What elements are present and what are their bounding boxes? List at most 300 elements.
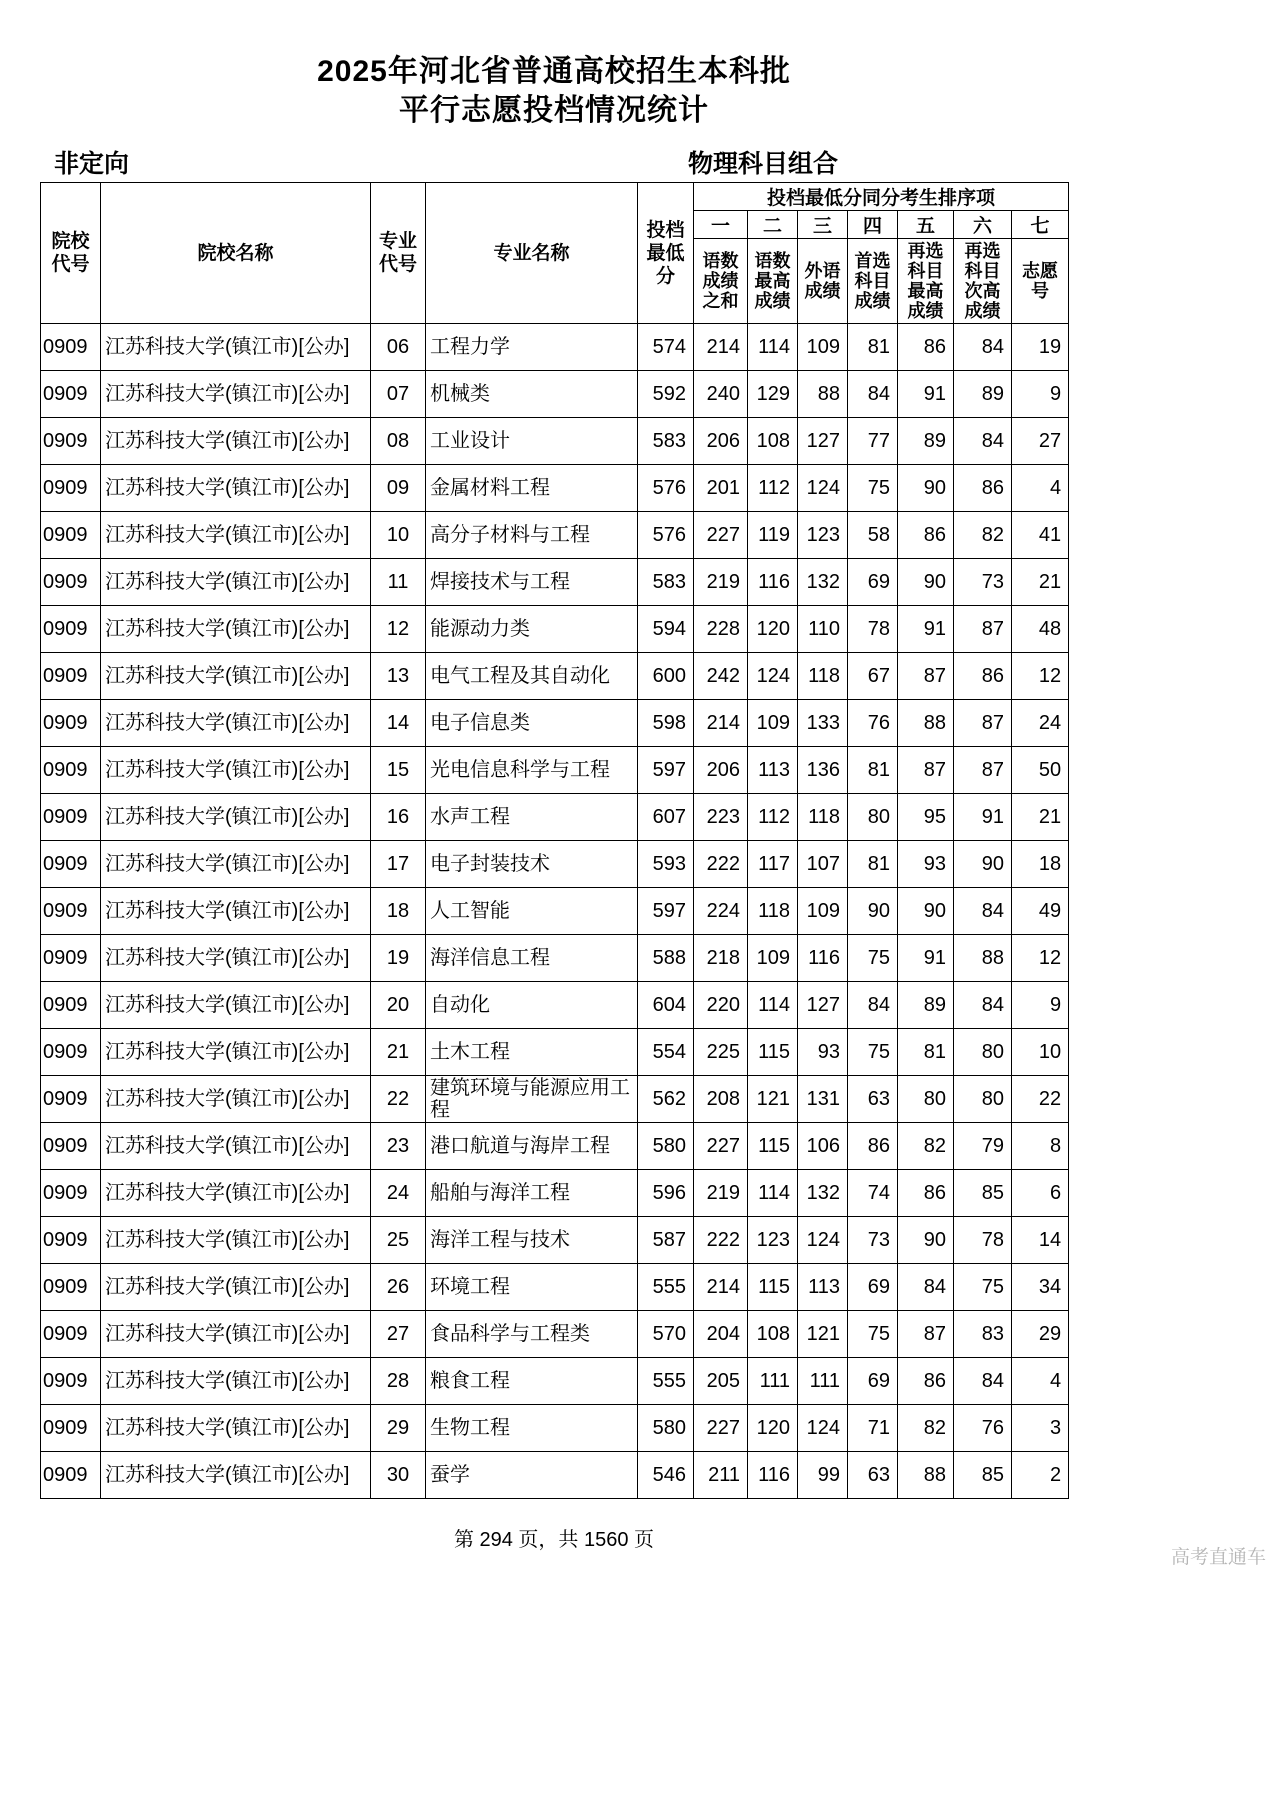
table-row — [41, 1452, 1069, 1499]
header-ordinal-3: 三 — [798, 211, 848, 239]
cell-sort-2: 108 — [748, 418, 798, 465]
cell-major-code: 21 — [371, 1029, 426, 1076]
cell-sort-1: 222 — [694, 841, 748, 888]
cell-sort-2: 124 — [748, 653, 798, 700]
table-row — [41, 1405, 1069, 1452]
cell-sort-5: 88 — [898, 700, 954, 747]
cell-sort-7: 12 — [1012, 653, 1069, 700]
cell-sort-5: 88 — [898, 1452, 954, 1499]
cell-college-name: 江苏科技大学(镇江市)[公办] — [101, 794, 371, 841]
header-ordinal-7: 七 — [1012, 211, 1069, 239]
cell-sort-3: 93 — [798, 1029, 848, 1076]
cell-sort-7: 2 — [1012, 1452, 1069, 1499]
cell-college-name: 江苏科技大学(镇江市)[公办] — [101, 841, 371, 888]
cell-min-score: 555 — [638, 1264, 694, 1311]
cell-major-name: 电子封装技术 — [426, 841, 638, 888]
cell-college-code: 0909 — [41, 1217, 101, 1264]
cell-major-code: 27 — [371, 1311, 426, 1358]
cell-sort-7: 9 — [1012, 982, 1069, 1029]
cell-sort-7: 22 — [1012, 1076, 1069, 1123]
cell-sort-1: 206 — [694, 418, 748, 465]
cell-sort-1: 228 — [694, 606, 748, 653]
cell-college-code: 0909 — [41, 465, 101, 512]
cell-sort-5: 89 — [898, 982, 954, 1029]
cell-min-score: 588 — [638, 935, 694, 982]
cell-sort-1: 220 — [694, 982, 748, 1029]
cell-sort-5: 91 — [898, 371, 954, 418]
table-row — [41, 559, 1069, 606]
cell-sort-4: 86 — [848, 1123, 898, 1170]
cell-college-name: 江苏科技大学(镇江市)[公办] — [101, 700, 371, 747]
cell-sort-7: 18 — [1012, 841, 1069, 888]
cell-sort-3: 132 — [798, 1170, 848, 1217]
cell-college-code: 0909 — [41, 324, 101, 371]
table-row — [41, 700, 1069, 747]
cell-sort-5: 95 — [898, 794, 954, 841]
cell-sort-3: 127 — [798, 418, 848, 465]
cell-sort-5: 82 — [898, 1123, 954, 1170]
cell-sort-7: 21 — [1012, 559, 1069, 606]
cell-sort-3: 118 — [798, 794, 848, 841]
watermark: 高考直通车 — [1170, 1547, 1266, 1568]
cell-sort-7: 9 — [1012, 371, 1069, 418]
cell-sort-4: 75 — [848, 1311, 898, 1358]
cell-sort-5: 84 — [898, 1264, 954, 1311]
cell-sort-4: 81 — [848, 747, 898, 794]
header-sort-label-5: 再选科目最高成绩 — [898, 239, 954, 324]
cell-major-code: 14 — [371, 700, 426, 747]
cell-sort-6: 84 — [954, 1358, 1012, 1405]
cell-sort-1: 214 — [694, 700, 748, 747]
table-row — [41, 512, 1069, 559]
cell-sort-7: 29 — [1012, 1311, 1069, 1358]
cell-sort-7: 24 — [1012, 700, 1069, 747]
cell-college-code: 0909 — [41, 700, 101, 747]
cell-major-name: 水声工程 — [426, 794, 638, 841]
cell-sort-6: 80 — [954, 1076, 1012, 1123]
cell-sort-5: 87 — [898, 747, 954, 794]
cell-major-code: 08 — [371, 418, 426, 465]
cell-sort-2: 117 — [748, 841, 798, 888]
cell-sort-2: 119 — [748, 512, 798, 559]
cell-college-name: 江苏科技大学(镇江市)[公办] — [101, 1076, 371, 1123]
cell-sort-1: 240 — [694, 371, 748, 418]
cell-college-code: 0909 — [41, 935, 101, 982]
cell-sort-5: 89 — [898, 418, 954, 465]
page-number: 第 294 页，共 1560 页 — [453, 1529, 655, 1551]
cell-sort-3: 124 — [798, 1217, 848, 1264]
cell-sort-2: 129 — [748, 371, 798, 418]
cell-major-name: 电气工程及其自动化 — [426, 653, 638, 700]
cell-sort-1: 222 — [694, 1217, 748, 1264]
cell-sort-4: 73 — [848, 1217, 898, 1264]
cell-college-name: 江苏科技大学(镇江市)[公办] — [101, 324, 371, 371]
table-row — [41, 794, 1069, 841]
header-sort-label-2: 语数最高成绩 — [748, 239, 798, 324]
subject-group-label: 物理科目组合 — [688, 150, 839, 178]
cell-sort-5: 90 — [898, 559, 954, 606]
cell-sort-3: 116 — [798, 935, 848, 982]
cell-sort-3: 131 — [798, 1076, 848, 1123]
cell-sort-2: 115 — [748, 1264, 798, 1311]
title-line-1: 2025年河北省普通高校招生本科批 — [317, 55, 791, 88]
cell-major-code: 17 — [371, 841, 426, 888]
cell-major-code: 18 — [371, 888, 426, 935]
cell-sort-4: 69 — [848, 1358, 898, 1405]
header-sort-label-1: 语数成绩之和 — [694, 239, 748, 324]
cell-sort-2: 120 — [748, 606, 798, 653]
cell-min-score: 570 — [638, 1311, 694, 1358]
cell-college-code: 0909 — [41, 1358, 101, 1405]
table-row — [41, 653, 1069, 700]
cell-college-code: 0909 — [41, 982, 101, 1029]
cell-min-score: 593 — [638, 841, 694, 888]
cell-sort-6: 84 — [954, 324, 1012, 371]
cell-sort-1: 205 — [694, 1358, 748, 1405]
header-major-code: 专业代号 — [371, 183, 426, 324]
cell-min-score: 597 — [638, 888, 694, 935]
cell-sort-4: 80 — [848, 794, 898, 841]
cell-college-name: 江苏科技大学(镇江市)[公办] — [101, 935, 371, 982]
cell-sort-5: 91 — [898, 935, 954, 982]
cell-sort-5: 90 — [898, 465, 954, 512]
cell-min-score: 587 — [638, 1217, 694, 1264]
table-row — [41, 1358, 1069, 1405]
cell-college-name: 江苏科技大学(镇江市)[公办] — [101, 747, 371, 794]
cell-sort-4: 81 — [848, 841, 898, 888]
cell-college-name: 江苏科技大学(镇江市)[公办] — [101, 1029, 371, 1076]
cell-college-code: 0909 — [41, 418, 101, 465]
cell-sort-2: 121 — [748, 1076, 798, 1123]
cell-sort-2: 116 — [748, 1452, 798, 1499]
cell-sort-2: 109 — [748, 700, 798, 747]
cell-min-score: 583 — [638, 418, 694, 465]
header-college-code: 院校代号 — [41, 183, 101, 324]
cell-major-code: 22 — [371, 1076, 426, 1123]
cell-sort-3: 124 — [798, 465, 848, 512]
cell-sort-3: 133 — [798, 700, 848, 747]
cell-college-name: 江苏科技大学(镇江市)[公办] — [101, 1217, 371, 1264]
cell-college-name: 江苏科技大学(镇江市)[公办] — [101, 982, 371, 1029]
cell-college-name: 江苏科技大学(镇江市)[公办] — [101, 1405, 371, 1452]
cell-sort-2: 111 — [748, 1358, 798, 1405]
cell-sort-4: 75 — [848, 1029, 898, 1076]
header-sort-label-4: 首选科目成绩 — [848, 239, 898, 324]
cell-sort-2: 115 — [748, 1123, 798, 1170]
cell-college-name: 江苏科技大学(镇江市)[公办] — [101, 371, 371, 418]
cell-major-code: 29 — [371, 1405, 426, 1452]
cell-major-code: 23 — [371, 1123, 426, 1170]
cell-sort-4: 74 — [848, 1170, 898, 1217]
cell-college-code: 0909 — [41, 747, 101, 794]
table-row — [41, 888, 1069, 935]
cell-sort-1: 223 — [694, 794, 748, 841]
cell-sort-5: 87 — [898, 653, 954, 700]
cell-sort-7: 6 — [1012, 1170, 1069, 1217]
cell-major-name: 自动化 — [426, 982, 638, 1029]
cell-sort-7: 21 — [1012, 794, 1069, 841]
cell-college-name: 江苏科技大学(镇江市)[公办] — [101, 888, 371, 935]
cell-min-score: 554 — [638, 1029, 694, 1076]
cell-major-code: 10 — [371, 512, 426, 559]
cell-major-name: 工业设计 — [426, 418, 638, 465]
cell-major-name: 蚕学 — [426, 1452, 638, 1499]
cell-sort-6: 91 — [954, 794, 1012, 841]
cell-college-name: 江苏科技大学(镇江市)[公办] — [101, 1452, 371, 1499]
cell-sort-2: 112 — [748, 465, 798, 512]
cell-sort-5: 91 — [898, 606, 954, 653]
title-line-2: 平行志愿投档情况统计 — [399, 94, 709, 127]
cell-min-score: 596 — [638, 1170, 694, 1217]
header-sort-label-7: 志愿号 — [1012, 239, 1069, 324]
cell-sort-1: 214 — [694, 324, 748, 371]
cell-college-code: 0909 — [41, 1264, 101, 1311]
header-sort-group-title: 投档最低分同分考生排序项 — [694, 183, 1069, 211]
cell-sort-2: 114 — [748, 324, 798, 371]
cell-major-name: 海洋信息工程 — [426, 935, 638, 982]
header-ordinal-5: 五 — [898, 211, 954, 239]
cell-sort-3: 132 — [798, 559, 848, 606]
cell-sort-4: 67 — [848, 653, 898, 700]
cell-sort-5: 86 — [898, 512, 954, 559]
cell-college-code: 0909 — [41, 1311, 101, 1358]
cell-min-score: 592 — [638, 371, 694, 418]
cell-min-score: 598 — [638, 700, 694, 747]
cell-sort-6: 89 — [954, 371, 1012, 418]
cell-min-score: 576 — [638, 465, 694, 512]
cell-sort-1: 214 — [694, 1264, 748, 1311]
cell-major-name: 食品科学与工程类 — [426, 1311, 638, 1358]
cell-college-name: 江苏科技大学(镇江市)[公办] — [101, 559, 371, 606]
cell-sort-6: 86 — [954, 465, 1012, 512]
cell-college-code: 0909 — [41, 1405, 101, 1452]
cell-sort-3: 107 — [798, 841, 848, 888]
cell-sort-4: 75 — [848, 465, 898, 512]
cell-sort-6: 84 — [954, 418, 1012, 465]
cell-major-code: 15 — [371, 747, 426, 794]
cell-college-code: 0909 — [41, 1452, 101, 1499]
cell-college-code: 0909 — [41, 371, 101, 418]
table-row — [41, 418, 1069, 465]
cell-sort-5: 82 — [898, 1405, 954, 1452]
cell-sort-3: 123 — [798, 512, 848, 559]
header-min-score: 投档最低分 — [638, 183, 694, 324]
cell-major-code: 12 — [371, 606, 426, 653]
cell-major-code: 16 — [371, 794, 426, 841]
cell-major-name: 机械类 — [426, 371, 638, 418]
cell-sort-3: 109 — [798, 324, 848, 371]
cell-sort-1: 227 — [694, 1405, 748, 1452]
cell-sort-6: 84 — [954, 888, 1012, 935]
cell-sort-4: 84 — [848, 371, 898, 418]
cell-college-name: 江苏科技大学(镇江市)[公办] — [101, 512, 371, 559]
cell-sort-2: 115 — [748, 1029, 798, 1076]
cell-sort-1: 218 — [694, 935, 748, 982]
cell-sort-6: 79 — [954, 1123, 1012, 1170]
cell-sort-6: 76 — [954, 1405, 1012, 1452]
cell-sort-1: 225 — [694, 1029, 748, 1076]
cell-college-code: 0909 — [41, 512, 101, 559]
cell-sort-1: 211 — [694, 1452, 748, 1499]
table-row — [41, 982, 1069, 1029]
cell-sort-3: 124 — [798, 1405, 848, 1452]
cell-sort-7: 14 — [1012, 1217, 1069, 1264]
cell-sort-5: 90 — [898, 1217, 954, 1264]
cell-sort-7: 34 — [1012, 1264, 1069, 1311]
cell-sort-7: 10 — [1012, 1029, 1069, 1076]
cell-major-code: 06 — [371, 324, 426, 371]
cell-sort-5: 86 — [898, 1358, 954, 1405]
cell-major-name: 工程力学 — [426, 324, 638, 371]
cell-sort-1: 219 — [694, 1170, 748, 1217]
cell-sort-7: 8 — [1012, 1123, 1069, 1170]
table-row — [41, 1076, 1069, 1123]
cell-major-code: 13 — [371, 653, 426, 700]
table-row — [41, 1264, 1069, 1311]
cell-sort-4: 84 — [848, 982, 898, 1029]
cell-major-name: 能源动力类 — [426, 606, 638, 653]
cell-sort-6: 90 — [954, 841, 1012, 888]
cell-major-name: 高分子材料与工程 — [426, 512, 638, 559]
cell-sort-7: 41 — [1012, 512, 1069, 559]
cell-sort-2: 114 — [748, 982, 798, 1029]
table-row — [41, 1311, 1069, 1358]
cell-sort-1: 219 — [694, 559, 748, 606]
cell-min-score: 597 — [638, 747, 694, 794]
cell-sort-7: 49 — [1012, 888, 1069, 935]
cell-sort-5: 87 — [898, 1311, 954, 1358]
cell-sort-5: 80 — [898, 1076, 954, 1123]
cell-sort-3: 118 — [798, 653, 848, 700]
cell-major-code: 25 — [371, 1217, 426, 1264]
cell-min-score: 580 — [638, 1123, 694, 1170]
cell-college-code: 0909 — [41, 606, 101, 653]
cell-min-score: 555 — [638, 1358, 694, 1405]
cell-sort-6: 85 — [954, 1452, 1012, 1499]
cell-sort-6: 87 — [954, 700, 1012, 747]
cell-major-code: 26 — [371, 1264, 426, 1311]
cell-major-name: 粮食工程 — [426, 1358, 638, 1405]
cell-major-name: 电子信息类 — [426, 700, 638, 747]
cell-sort-5: 93 — [898, 841, 954, 888]
cell-sort-2: 114 — [748, 1170, 798, 1217]
page-title — [40, 52, 1068, 130]
cell-major-code: 09 — [371, 465, 426, 512]
cell-sort-3: 113 — [798, 1264, 848, 1311]
orientation-label: 非定向 — [54, 150, 130, 178]
cell-min-score: 594 — [638, 606, 694, 653]
cell-sort-7: 4 — [1012, 1358, 1069, 1405]
cell-major-name: 土木工程 — [426, 1029, 638, 1076]
cell-sort-6: 78 — [954, 1217, 1012, 1264]
cell-college-name: 江苏科技大学(镇江市)[公办] — [101, 653, 371, 700]
cell-sort-4: 78 — [848, 606, 898, 653]
cell-sort-2: 120 — [748, 1405, 798, 1452]
cell-sort-6: 87 — [954, 606, 1012, 653]
cell-major-code: 30 — [371, 1452, 426, 1499]
cell-major-name: 建筑环境与能源应用工程 — [426, 1076, 638, 1123]
table-row — [41, 841, 1069, 888]
cell-major-name: 生物工程 — [426, 1405, 638, 1452]
cell-sort-3: 127 — [798, 982, 848, 1029]
cell-sort-3: 111 — [798, 1358, 848, 1405]
cell-major-code: 20 — [371, 982, 426, 1029]
admission-table — [40, 182, 1069, 1499]
cell-sort-4: 63 — [848, 1452, 898, 1499]
cell-sort-4: 69 — [848, 559, 898, 606]
cell-major-code: 28 — [371, 1358, 426, 1405]
cell-sort-7: 48 — [1012, 606, 1069, 653]
header-ordinal-6: 六 — [954, 211, 1012, 239]
cell-sort-1: 227 — [694, 1123, 748, 1170]
cell-sort-7: 3 — [1012, 1405, 1069, 1452]
header-college-name: 院校名称 — [101, 183, 371, 324]
cell-min-score: 546 — [638, 1452, 694, 1499]
cell-sort-4: 76 — [848, 700, 898, 747]
cell-college-code: 0909 — [41, 559, 101, 606]
cell-sort-6: 73 — [954, 559, 1012, 606]
cell-sort-2: 109 — [748, 935, 798, 982]
document-page — [40, 0, 1068, 1552]
cell-min-score: 604 — [638, 982, 694, 1029]
cell-sort-1: 208 — [694, 1076, 748, 1123]
cell-major-name: 人工智能 — [426, 888, 638, 935]
header-ordinal-1: 一 — [694, 211, 748, 239]
table-row — [41, 371, 1069, 418]
cell-sort-6: 75 — [954, 1264, 1012, 1311]
cell-sort-5: 81 — [898, 1029, 954, 1076]
cell-college-code: 0909 — [41, 794, 101, 841]
cell-college-code: 0909 — [41, 841, 101, 888]
cell-sort-6: 88 — [954, 935, 1012, 982]
cell-sort-1: 242 — [694, 653, 748, 700]
header-sort-label-6: 再选科目次高成绩 — [954, 239, 1012, 324]
cell-college-name: 江苏科技大学(镇江市)[公办] — [101, 1170, 371, 1217]
cell-college-code: 0909 — [41, 888, 101, 935]
cell-sort-5: 90 — [898, 888, 954, 935]
table-row — [41, 465, 1069, 512]
cell-min-score: 576 — [638, 512, 694, 559]
cell-sort-3: 136 — [798, 747, 848, 794]
cell-sort-3: 88 — [798, 371, 848, 418]
cell-sort-6: 80 — [954, 1029, 1012, 1076]
cell-college-name: 江苏科技大学(镇江市)[公办] — [101, 606, 371, 653]
cell-sort-7: 19 — [1012, 324, 1069, 371]
cell-major-name: 焊接技术与工程 — [426, 559, 638, 606]
cell-min-score: 583 — [638, 559, 694, 606]
table-row — [41, 1123, 1069, 1170]
cell-sort-4: 90 — [848, 888, 898, 935]
cell-min-score: 574 — [638, 324, 694, 371]
cell-college-name: 江苏科技大学(镇江市)[公办] — [101, 1311, 371, 1358]
header-sort-label-3: 外语成绩 — [798, 239, 848, 324]
cell-major-code: 07 — [371, 371, 426, 418]
cell-college-code: 0909 — [41, 1029, 101, 1076]
cell-sort-2: 116 — [748, 559, 798, 606]
table-row — [41, 935, 1069, 982]
labels-row — [40, 144, 1068, 178]
cell-sort-2: 108 — [748, 1311, 798, 1358]
cell-sort-3: 121 — [798, 1311, 848, 1358]
cell-sort-3: 110 — [798, 606, 848, 653]
cell-major-code: 11 — [371, 559, 426, 606]
cell-college-code: 0909 — [41, 653, 101, 700]
cell-major-name: 海洋工程与技术 — [426, 1217, 638, 1264]
cell-college-code: 0909 — [41, 1076, 101, 1123]
cell-sort-4: 81 — [848, 324, 898, 371]
cell-sort-4: 58 — [848, 512, 898, 559]
cell-sort-6: 82 — [954, 512, 1012, 559]
